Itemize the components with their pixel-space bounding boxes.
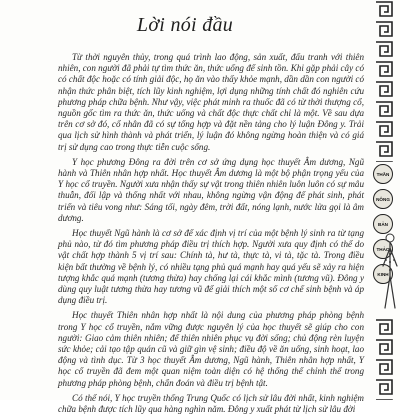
decorative-border [372,0,396,400]
badge-thao: THẢO [373,239,393,259]
badge-nong: NÔNG [373,189,393,209]
greek-key-border-bottom [372,318,396,400]
badge-kinh: KINH [373,264,393,284]
paragraph-3: Học thuyết Ngũ hành là cơ sở để xác định vị trí của một bệnh lý sinh ra từ tạng phủ nào, từ đó tìm phương pháp điều trị thích hợp. Người xưa quy định có thể do vật chất hợp thành 5 vị trí sau: Chính tà, hư tà, thực tà, vi tà, tặc tà. Trong điều kiện bất thường về bệnh lý, có nhiều tạng phủ quá mạnh hay quá yếu sẽ xảy ra hiện tượng khắc quá mạnh (tương thừa) hay chống lại cái khắc mình (tương vũ). Đông y dùng quy luật tương thừa hay tương vũ để giải thích một số cơ chế sinh bệnh và áp dụng điều trị. [58,228,364,306]
body-text [58,52,364,415]
paragraph-5: Có thể nói, Y học truyền thống Trung Quốc có lịch sử lâu đời nhất, kinh nghiệm chữa bệnh được tích lũy qua hàng nghìn năm. Đông y xuất phát từ lịch sử lâu đời [58,392,364,415]
greek-key-border-top [372,0,396,162]
medical-figure-icon [381,232,399,312]
badge-than: THẦN [373,164,393,184]
paragraph-2: Y học phương Đông ra đời trên cơ sở ứng dụng học thuyết Âm dương, Ngũ hành và Thiên nhân hợp nhất. Học thuyết Âm dương là một bộ phận trọng yếu của Y học cổ truyền. Người xưa nhận thấy sự vật trong thiên nhiên luôn luôn có sự mâu thuẫn, đối lập và thống nhất với nhau, không ngừng vận động để phát sinh, phát triển và tiêu vong như: Sáng tối, ngày đêm, trời đất, nóng lạnh, nước lửa gọi là âm dương. [58,156,364,223]
paragraph-4: Học thuyết Thiên nhân hợp nhất là nội dung của phương pháp phòng bệnh trong Y học cổ truyền, nắm vững được nguyên lý của học thuyết sẽ giúp cho con người: Giao cảm thiên nhiên; để thiên nhiên phục vụ đời sống; chủ động rèn luyện sức khỏe; cải tạo tập quán cũ và giữ gìn vệ sinh; điều độ về ăn uống, sinh hoạt, lao động và tình dục. Từ 3 học thuyết Âm dương, Ngũ hành, Thiên nhân hợp nhất, Y học cổ truyền đã đem một quan niệm toàn diện có hệ thống thể chỉnh thể trong phương pháp phòng bệnh, chẩn đoán và điều trị bệnh tật. [58,310,364,388]
badge-ban: BẢN [373,214,393,234]
paragraph-1: Từ thời nguyên thủy, trong quá trình lao động, sản xuất, đấu tranh với thiên nhiên, con người đã phải tự tìm thức ăn, thức uống để sinh tồn. Khi gặp phải cây có có chất độc hoặc có tính giải độc, họ ăn vào thấy khỏe mạnh, dần dần con người có nhận thức phân biệt, tích lũy kinh nghiệm, lợi dụng những tính chất đó nghiên cứu phương pháp chữa bệnh. Như vậy, việc phát minh ra thuốc đã có từ thời thượng cổ, nguồn gốc tìm ra thức ăn, thức uống và chất độc thực chất chỉ là một. Về sau dựa trên cơ sở đó, cổ nhân đã có sự tổng hợp và đặt nền tảng cho lý luận Đông y. Trải qua lịch sử hình thành và phát triển, lý luận đó không ngừng hoàn thiện và có giá trị sử dụng cao trong thực tiễn cuộc sống. [58,52,364,152]
page-title: Lời nói đầu [136,14,234,36]
